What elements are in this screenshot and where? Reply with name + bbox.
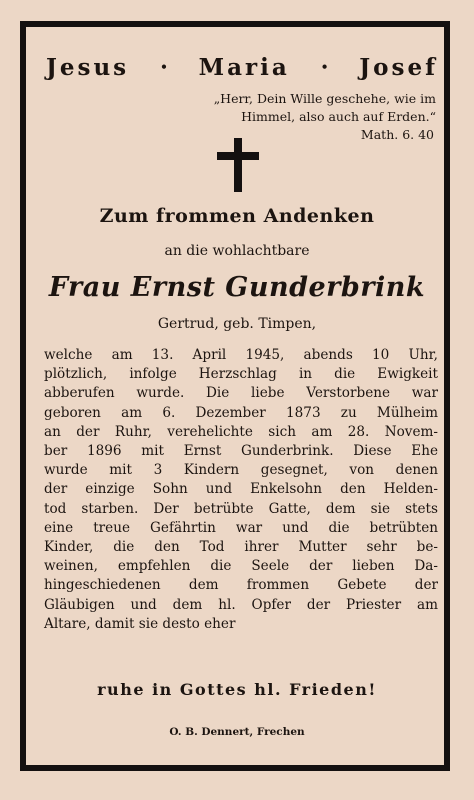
quote-line: Himmel, also auch auf Erden.“: [241, 109, 436, 124]
obituary-line: der einzige Sohn und Enkelsohn den Helden-: [44, 481, 438, 498]
quote-line: „Herr, Dein Wille geschehe, wie im: [213, 91, 436, 106]
obituary-line: abberufen wurde. Die liebe Verstorbene war: [44, 385, 438, 402]
obituary-line: geboren am 6. Dezember 1873 zu Mülheim: [44, 404, 438, 421]
obituary-line: plötzlich, infolge Herzschlag in die Ewigkeit: [44, 366, 438, 383]
obituary-line: Altare, damit sie desto eher: [44, 615, 236, 632]
name-maria: Maria: [198, 53, 290, 81]
obituary-line: eine treue Gefährtin war und die betrübten: [44, 519, 438, 536]
printer-credit: O. B. Dennert, Frechen: [169, 726, 305, 738]
separator-dot: •: [320, 60, 329, 74]
memorial-subtitle: an die wohlachtbare: [164, 243, 310, 259]
closing-line: ruhe in Gottes hl. Frieden!: [97, 680, 377, 699]
maiden-name: Gertrud, geb. Timpen,: [157, 316, 317, 332]
quote-reference: Math. 6. 40: [360, 127, 434, 142]
obituary-line: hingeschiedenen dem frommen Gebete der: [44, 577, 438, 594]
obituary-line: tod starben. Der betrübte Gatte, dem sie stets: [44, 500, 438, 517]
obituary-line: welche am 13. April 1945, abends 10 Uhr,: [44, 347, 438, 363]
cross-icon: [217, 138, 259, 192]
obituary-line: wurde mit 3 Kindern gesegnet, von denen: [44, 462, 438, 479]
obituary-text: [44, 346, 438, 634]
header-names: [46, 50, 438, 84]
deceased-name: Frau Ernst Gunderbrink: [48, 272, 426, 303]
separator-dot: •: [160, 60, 168, 74]
obituary-line: Gläubigen und dem hl. Opfer der Priester am: [44, 596, 438, 613]
memorial-title: Zum frommen Andenken: [99, 205, 375, 227]
bible-quote: [160, 90, 436, 144]
obituary-line: an der Ruhr, verehelichte sich am 28. Novem-: [44, 423, 438, 440]
name-josef: Josef: [359, 53, 438, 81]
obituary-line: weinen, empfehlen die Seele der lieben Da-: [44, 558, 438, 575]
obituary-line: ber 1896 mit Ernst Gunderbrink. Diese Ehe: [44, 443, 438, 460]
obituary-line: Kinder, die den Tod ihrer Mutter sehr be-: [44, 539, 438, 556]
name-jesus: Jesus: [46, 53, 130, 81]
